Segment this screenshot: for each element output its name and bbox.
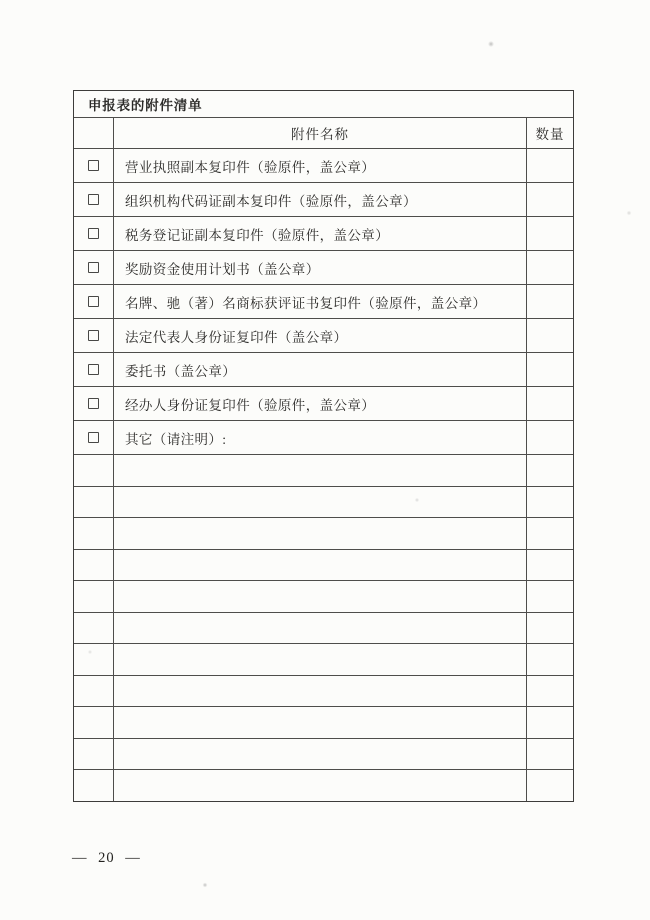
quantity-cell: [526, 518, 573, 549]
attachment-name-cell: [114, 581, 526, 612]
attachment-name-cell: [114, 421, 526, 454]
quantity-cell: [526, 581, 573, 612]
header-name-cell: [114, 118, 526, 148]
empty-table-row: [74, 769, 573, 801]
attachment-list-table: [73, 90, 574, 802]
attachment-name-cell: [114, 455, 526, 486]
quantity-cell: [526, 183, 573, 216]
checkbox[interactable]: [88, 398, 99, 409]
quantity-cell: [526, 770, 573, 801]
table-row: [74, 182, 573, 216]
table-row: [74, 352, 573, 386]
attachment-label: 经办人身份证复印件（验原件，盖公章）: [125, 397, 376, 413]
checkbox-cell: [74, 518, 114, 549]
checkbox[interactable]: [88, 432, 99, 443]
attachment-label: 委托书（盖公章）: [125, 363, 237, 379]
empty-table-row: [74, 580, 573, 612]
checkbox-cell: [74, 183, 114, 216]
checkbox[interactable]: [88, 364, 99, 375]
checkbox-cell: [74, 487, 114, 518]
attachment-name-cell: [114, 518, 526, 549]
empty-table-row: [74, 486, 573, 518]
quantity-cell: [526, 285, 573, 318]
table-row: [74, 420, 573, 454]
quantity-cell: [526, 550, 573, 581]
quantity-cell: [526, 739, 573, 770]
attachment-name-cell: [114, 676, 526, 707]
attachment-label: 税务登记证副本复印件（验原件，盖公章）: [125, 227, 390, 243]
attachment-name-cell: [114, 770, 526, 801]
checkbox-cell: [74, 421, 114, 454]
table-row: [74, 284, 573, 318]
header-attachment-name: 附件名称: [291, 127, 349, 142]
attachment-name-cell: [114, 739, 526, 770]
attachment-name-cell: [114, 319, 526, 352]
checkbox-cell: [74, 319, 114, 352]
attachment-name-cell: [114, 217, 526, 250]
attachment-name-cell: [114, 149, 526, 182]
attachment-name-cell: [114, 550, 526, 581]
attachment-label: 奖励资金使用计划书（盖公章）: [125, 261, 320, 277]
quantity-cell: [526, 487, 573, 518]
table-row: [74, 216, 573, 250]
checkbox-cell: [74, 387, 114, 420]
empty-table-row: [74, 675, 573, 707]
empty-table-row: [74, 643, 573, 675]
attachment-name-cell: [114, 387, 526, 420]
quantity-cell: [526, 421, 573, 454]
checkbox-cell: [74, 739, 114, 770]
quantity-cell: [526, 707, 573, 738]
attachment-name-cell: [114, 613, 526, 644]
attachment-label: 其它（请注明）:: [125, 431, 227, 447]
table-title-row: [74, 91, 573, 117]
checkbox[interactable]: [88, 262, 99, 273]
table-row: [74, 250, 573, 284]
quantity-cell: [526, 644, 573, 675]
attachment-name-cell: [114, 285, 526, 318]
attachment-label: 法定代表人身份证复印件（盖公章）: [125, 329, 348, 345]
table-row: [74, 318, 573, 352]
table-row: [74, 148, 573, 182]
quantity-cell: [526, 455, 573, 486]
checkbox-cell: [74, 644, 114, 675]
checkbox[interactable]: [88, 160, 99, 171]
quantity-cell: [526, 319, 573, 352]
checkbox[interactable]: [88, 296, 99, 307]
checkbox-cell: [74, 676, 114, 707]
attachment-name-cell: [114, 183, 526, 216]
quantity-cell: [526, 676, 573, 707]
attachment-name-cell: [114, 644, 526, 675]
checkbox-cell: [74, 770, 114, 801]
attachment-name-cell: [114, 251, 526, 284]
table-title: 申报表的附件清单: [88, 98, 203, 113]
quantity-cell: [526, 353, 573, 386]
quantity-cell: [526, 613, 573, 644]
checkbox-cell: [74, 285, 114, 318]
attachment-label: 组织机构代码证副本复印件（验原件，盖公章）: [125, 193, 417, 209]
header-quantity: 数量: [535, 127, 565, 142]
table-header-row: [74, 117, 573, 148]
attachment-name-cell: [114, 353, 526, 386]
checkbox-cell: [74, 251, 114, 284]
attachment-name-cell: [114, 487, 526, 518]
attachment-label: 营业执照副本复印件（验原件，盖公章）: [125, 159, 376, 175]
header-checkbox-cell: [74, 118, 114, 148]
table-body: [74, 148, 573, 801]
checkbox-cell: [74, 217, 114, 250]
header-quantity-cell: [526, 118, 573, 148]
checkbox-cell: [74, 707, 114, 738]
attachment-label: 名牌、驰（著）名商标获评证书复印件（验原件，盖公章）: [125, 295, 487, 311]
checkbox-cell: [74, 581, 114, 612]
checkbox[interactable]: [88, 228, 99, 239]
checkbox-cell: [74, 455, 114, 486]
checkbox-cell: [74, 353, 114, 386]
attachment-name-cell: [114, 707, 526, 738]
checkbox-cell: [74, 613, 114, 644]
page-number: — 20 —: [72, 850, 141, 866]
empty-table-row: [74, 454, 573, 486]
empty-table-row: [74, 612, 573, 644]
checkbox-cell: [74, 550, 114, 581]
empty-table-row: [74, 738, 573, 770]
empty-table-row: [74, 549, 573, 581]
checkbox[interactable]: [88, 194, 99, 205]
quantity-cell: [526, 251, 573, 284]
quantity-cell: [526, 217, 573, 250]
empty-table-row: [74, 706, 573, 738]
quantity-cell: [526, 387, 573, 420]
checkbox-cell: [74, 149, 114, 182]
checkbox[interactable]: [88, 330, 99, 341]
empty-table-row: [74, 517, 573, 549]
quantity-cell: [526, 149, 573, 182]
table-row: [74, 386, 573, 420]
